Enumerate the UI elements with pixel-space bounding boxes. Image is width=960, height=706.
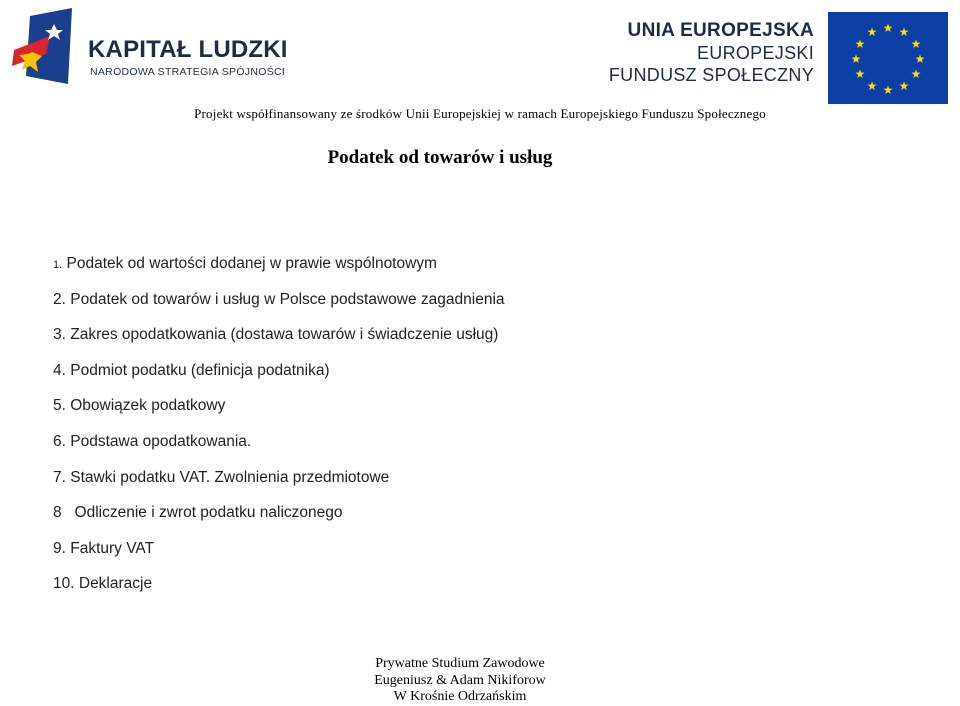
list-item-number: 9.	[53, 539, 66, 557]
svg-text:★: ★	[850, 52, 862, 66]
svg-text:★: ★	[898, 25, 910, 39]
svg-text:★: ★	[866, 79, 878, 93]
page-title: Podatek od towarów i usług	[327, 147, 553, 168]
kapital-ludzki-title: KAPITAŁ LUDZKI	[88, 36, 288, 63]
svg-text:★: ★	[898, 79, 910, 93]
list-item-text: Podatek od wartości dodanej w prawie wspólnotowym	[62, 255, 437, 272]
list-item-number: 4.	[53, 361, 66, 379]
svg-text:★: ★	[910, 67, 922, 81]
eu-flag-icon	[828, 12, 948, 104]
kapital-ludzki-subtitle: NARODOWA STRATEGIA SPÓJNOŚCI	[90, 66, 286, 78]
list-item-text: Podmiot podatku (definicja podatnika)	[65, 361, 330, 379]
list-item	[53, 573, 505, 609]
list-item-number: 10.	[53, 575, 75, 593]
list-item-number: 5.	[53, 397, 66, 415]
list-item-text: Podatek od towarów i usług w Polsce podstawowe zagadnienia	[65, 290, 505, 308]
eu-logo-line1: UNIA EUROPEJSKA	[627, 20, 814, 41]
eu-logo	[608, 10, 954, 105]
list-item-number: 2.	[53, 290, 66, 308]
list-item-text: Stawki podatku VAT. Zwolnienia przedmiotowe	[65, 468, 390, 486]
list-item-number: 7.	[53, 468, 66, 486]
list-item-text: Podstawa opodatkowania.	[65, 432, 252, 450]
list-item-text: Faktury VAT	[65, 539, 155, 557]
svg-text:★: ★	[882, 21, 894, 35]
kapital-ludzki-emblem-icon	[10, 6, 85, 88]
list-item	[53, 289, 505, 325]
list-item-number: 8	[53, 504, 62, 522]
footer-line2: Eugeniusz & Adam Nikiforow	[374, 672, 546, 688]
svg-text:★: ★	[854, 67, 866, 81]
list-item-number: 1.	[53, 259, 63, 271]
list-item	[53, 502, 505, 538]
footer-author-block	[340, 656, 580, 706]
list-item-number: 3.	[53, 326, 66, 344]
topic-list	[53, 253, 505, 609]
svg-text:★: ★	[882, 83, 894, 97]
list-item-number: 6.	[53, 432, 66, 450]
footer-line1: Prywatne Studium Zawodowe	[375, 656, 545, 671]
list-item-text: Zakres opodatkowania (dostawa towarów i świadczenie usług)	[65, 326, 499, 344]
list-item	[53, 324, 505, 360]
list-item	[53, 431, 505, 467]
list-item	[53, 538, 505, 574]
eu-logo-line3: FUNDUSZ SPOŁECZNY	[608, 65, 814, 85]
project-funding-line: Projekt współfinansowany ze środków Unii Europejskiej w ramach Europejskiego Funduszu Społecznego	[194, 106, 766, 121]
list-item	[53, 395, 505, 431]
svg-text:★: ★	[854, 37, 866, 51]
svg-text:★: ★	[910, 37, 922, 51]
list-item-text: Obowiązek podatkowy	[65, 397, 226, 415]
footer-line3: W Krośnie Odrzańskim	[393, 689, 527, 704]
list-item-text: Deklaracje	[74, 575, 153, 593]
list-item	[53, 253, 505, 289]
eu-logo-line2: EUROPEJSKI	[696, 43, 814, 63]
list-item	[53, 467, 505, 503]
list-item-text: Odliczenie i zwrot podatku naliczonego	[61, 504, 343, 522]
list-item	[53, 360, 505, 396]
svg-text:★: ★	[866, 25, 878, 39]
eu-logo-text	[609, 20, 814, 86]
kapital-ludzki-logo	[10, 6, 310, 88]
svg-text:★: ★	[914, 52, 926, 66]
